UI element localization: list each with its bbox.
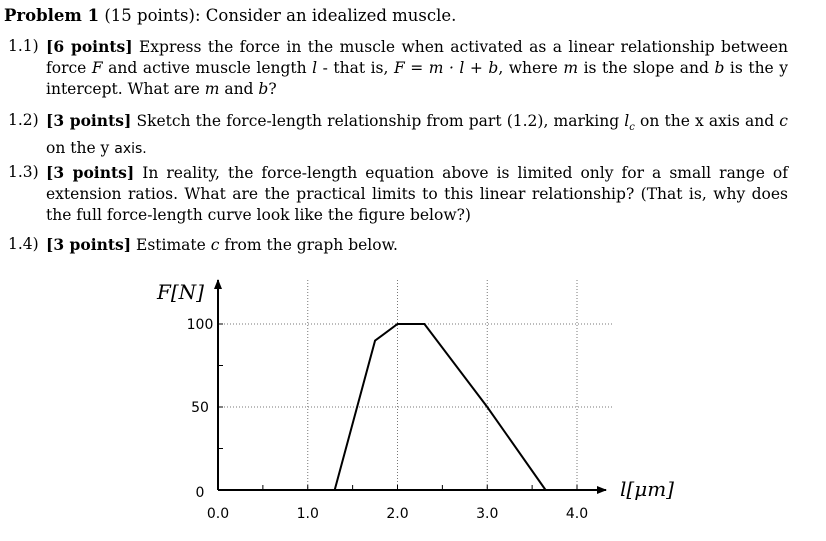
question-number: 1.1): [8, 37, 39, 55]
problem-title: [4, 6, 456, 25]
points-label: [3 points]: [46, 163, 135, 182]
question-1-3: [8, 162, 788, 226]
question-text: [3 points] In reality, the force-length equation above is limited only for a small range of extension ratios. What are the practical limits to this linear relationship? (That is, why does the full force-length curve look like the figure below?): [46, 163, 788, 224]
points-label: [3 points]: [46, 111, 132, 130]
question-text: [3 points] Sketch the force-length relationship from part (1.2), marking $l_c$ on the x axis and c on the y axis.: [46, 111, 788, 158]
y-axis-label: F[N]: [157, 280, 204, 304]
x-tick-label: 1.0: [296, 506, 319, 522]
x-tick-label: 2.0: [386, 506, 409, 522]
force-length-curve: [335, 324, 546, 490]
tick-marks: [218, 324, 577, 490]
x-tick-label: 3.0: [476, 506, 499, 522]
grid-lines: [218, 280, 612, 490]
equation: F = m · l + b: [393, 59, 499, 77]
question-text: [3 points] Estimate c from the graph below.: [46, 235, 398, 254]
x-axis-label: l[μm]: [620, 477, 674, 501]
question-1-2: [8, 110, 788, 160]
problem-points: (15 points):: [104, 6, 201, 25]
question-1-4: [8, 234, 788, 256]
points-label: [6 points]: [46, 37, 133, 56]
series: [335, 324, 546, 490]
problem-intro: Consider an idealized muscle.: [205, 6, 457, 25]
y-tick-label: 50: [191, 400, 209, 416]
question-1-1: [8, 36, 788, 100]
points-label: [3 points]: [46, 235, 132, 254]
axes: [218, 280, 606, 490]
x-tick-label: 4.0: [565, 506, 589, 522]
question-number: 1.3): [8, 163, 39, 181]
x-tick-label: 0.0: [206, 506, 230, 522]
y-tick-label: 100: [186, 317, 214, 333]
problem-label: Problem 1: [4, 6, 100, 25]
question-number: 1.4): [8, 235, 39, 253]
question-text: [6 points] Express the force in the muscle when activated as a linear relationship between force F and active muscle length l - that is, F = m · l + b, where m is the slope and b is the y intercept. What are m and b?: [46, 37, 788, 98]
question-number: 1.2): [8, 111, 39, 129]
tick-labels: [187, 317, 589, 522]
y-tick-label: 0: [195, 485, 205, 501]
